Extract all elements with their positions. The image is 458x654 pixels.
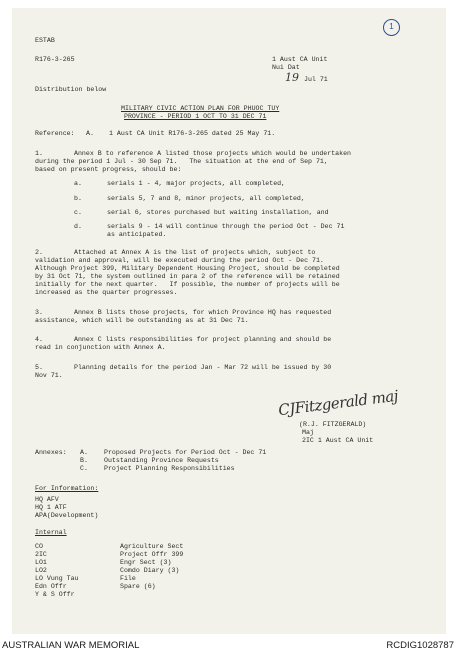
para-1-item-text: serials 9 - 14 will continue through the period Oct - Dec 71 [107, 223, 345, 230]
reference-label: Reference: [35, 130, 75, 137]
folio-number: 1 [389, 22, 394, 31]
distribution-line: Distribution below [35, 86, 107, 93]
para-2-line: by 31 Oct 71, the system outlined in para 2 of the reference will be retained [35, 273, 340, 280]
internal-addressee: 2IC [35, 551, 47, 558]
para-4-line: read in conjunction with Annex A. [35, 344, 166, 351]
internal-copy: Comdo Diary (3) [120, 567, 180, 574]
folio-number-stamp [383, 19, 400, 36]
para-1-item-letter: c. [74, 209, 82, 216]
information-addressee: HQ AFV [35, 496, 59, 503]
annex-title: Outstanding Province Requests [104, 457, 219, 464]
annexes-label: Annexes: [35, 449, 67, 456]
information-addressee: HQ 1 ATF [35, 504, 67, 511]
para-1-line: based on present progress, should be: [35, 166, 182, 173]
annex-title: Project Planning Responsibilities [104, 465, 235, 472]
para-3-number: 3. [35, 309, 43, 316]
para-1-line: during the period 1 Jul - 30 Sep 71. The situation at the end of Sep 71, [35, 158, 328, 165]
para-2-line: initially for the next quarter. If possible, the number of projects will be [35, 281, 340, 288]
location: Nui Dat [272, 64, 300, 71]
para-3-line: Annex B lists those projects, for which Province HQ has requested [74, 309, 332, 316]
information-addressee: APA(Development) [35, 512, 99, 519]
para-1-item-letter: d. [74, 223, 82, 230]
signatory-rank: Maj [302, 429, 314, 436]
annex-letter: B. [80, 457, 88, 464]
para-4-number: 4. [35, 336, 43, 343]
date-month-year: Jul 71 [304, 76, 328, 83]
para-3-line: assistance, which will be outstanding as at 31 Dec 71. [35, 317, 249, 324]
annex-letter: A. [80, 449, 88, 456]
internal-copy: Engr Sect (3) [120, 559, 172, 566]
file-reference: R176-3-265 [35, 56, 75, 63]
para-1-number: 1. [35, 150, 43, 157]
internal-addressee: LO2 [35, 567, 47, 574]
para-1-item-text: serial 6, stores purchased but waiting installation, and [107, 209, 329, 216]
internal-copy: Project Offr 399 [120, 551, 184, 558]
para-2-line: Although Project 399, Military Dependent Housing Project, should be completed [35, 265, 340, 272]
para-5-line: Nov 71. [35, 372, 63, 379]
unit-name: 1 Aust CA Unit [272, 56, 328, 63]
for-information-heading: For Information: [35, 485, 99, 492]
signatory-appointment: 2IC 1 Aust CA Unit [302, 437, 374, 444]
para-5-number: 5. [35, 364, 43, 371]
internal-addressee: Y & S Offr [35, 591, 75, 598]
para-1-line: Annex B to reference A listed those projects which would be undertaken [74, 150, 351, 157]
para-1-item-text: serials 1 - 4, major projects, all completed, [107, 180, 286, 187]
internal-copy: File [120, 575, 136, 582]
annex-letter: C. [80, 465, 88, 472]
internal-addressee: LO Vung Tau [35, 575, 79, 582]
para-2-line: increased as the quarter progresses. [35, 289, 178, 296]
estab-label: ESTAB [35, 37, 55, 44]
internal-addressee: Edn Offr [35, 583, 67, 590]
reference-text: 1 Aust CA Unit R176-3-265 dated 25 May 71. [109, 130, 276, 137]
date-day-handwritten: 19 [285, 71, 299, 84]
handwritten-signature: CJFitzgerald maj [277, 386, 399, 420]
para-2-number: 2. [35, 249, 43, 256]
para-1-item-continuation: as anticipated. [107, 231, 167, 238]
para-1-item-letter: a. [74, 180, 82, 187]
internal-copy: Spare (6) [120, 583, 156, 590]
title-line-1: MILITARY CIVIC ACTION PLAN FOR PHUOC TUY [121, 105, 280, 112]
reference-letter: A. [86, 130, 94, 137]
para-4-line: Annex C lists responsibilities for project planning and should be [74, 336, 332, 343]
internal-heading: Internal [35, 529, 67, 536]
para-2-line: Attached at Annex A is the list of projects which, subject to [74, 249, 316, 256]
internal-addressee: CO [35, 543, 43, 550]
title-line-2: PROVINCE - PERIOD 1 OCT TO 31 DEC 71 [124, 113, 267, 120]
para-2-line: validation and approval, will be executed during the period Oct - Dec 71. [35, 257, 324, 264]
archive-reference: RCDIG1028787 [386, 640, 454, 651]
internal-copy: Agriculture Sect [120, 543, 184, 550]
internal-addressee: LO1 [35, 559, 47, 566]
signatory-name: (R.J. FITZGERALD) [299, 421, 367, 428]
annex-title: Proposed Projects for Period Oct - Dec 71 [104, 449, 267, 456]
para-5-line: Planning details for the period Jan - Mar 72 will be issued by 30 [74, 364, 332, 371]
archive-credit: AUSTRALIAN WAR MEMORIAL [2, 640, 140, 651]
para-1-item-letter: b. [74, 195, 82, 202]
para-1-item-text: serials 5, 7 and 8, minor projects, all completed, [107, 195, 305, 202]
